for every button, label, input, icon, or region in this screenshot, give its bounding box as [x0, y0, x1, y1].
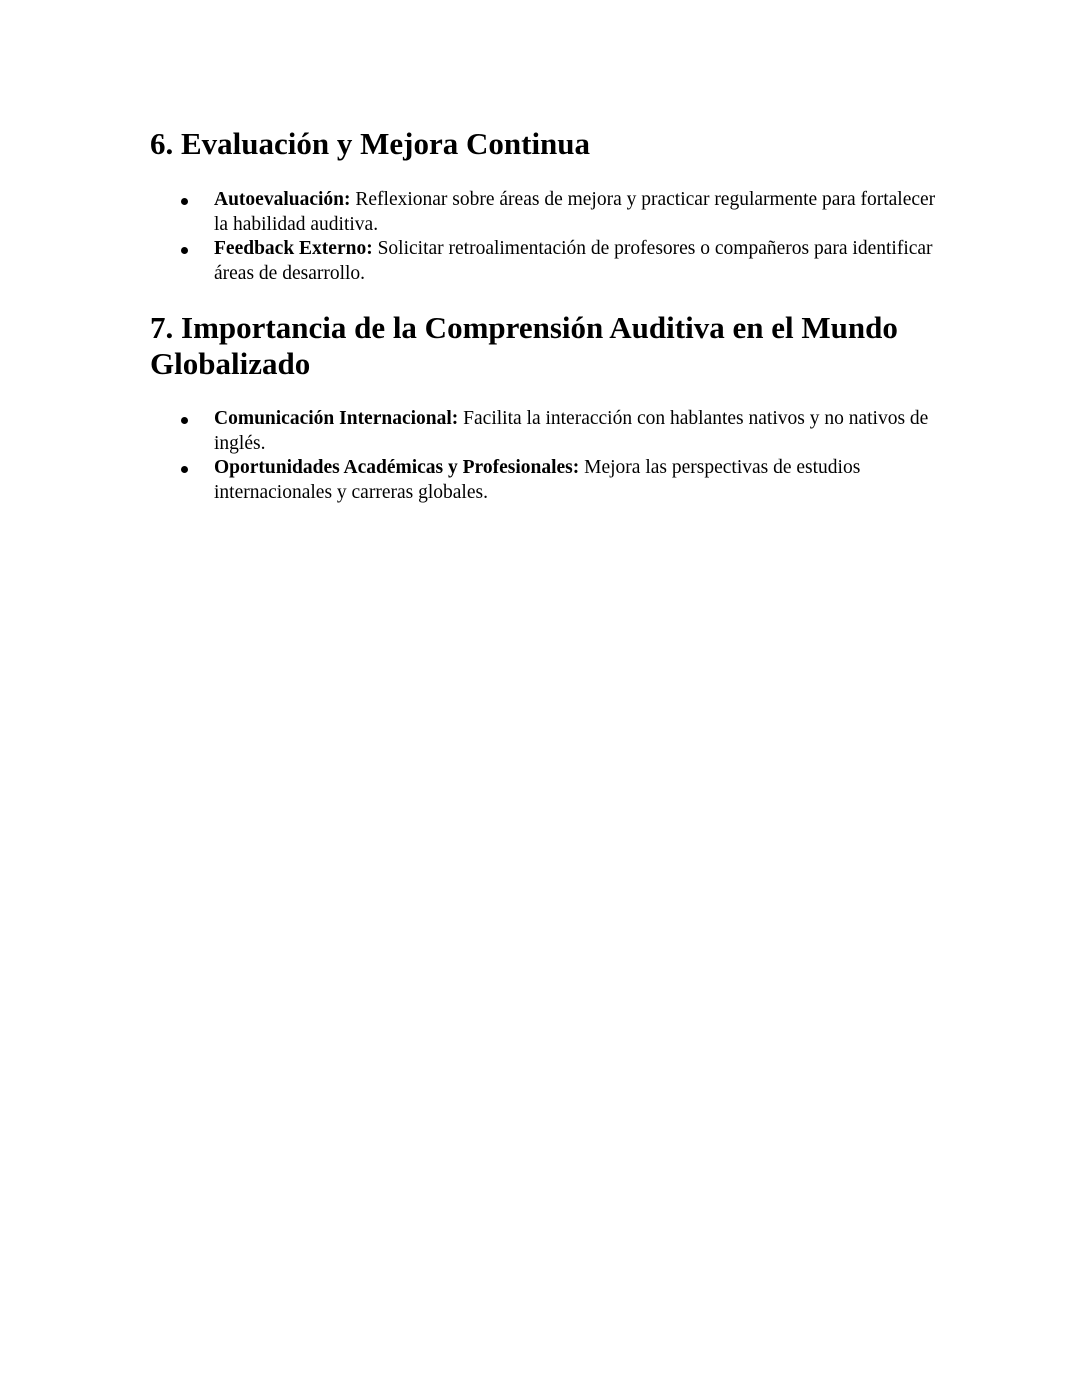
section-heading-evaluacion: 6. Evaluación y Mejora Continua — [150, 126, 591, 161]
bullet-icon — [181, 198, 188, 205]
item-term: Feedback Externo: — [214, 238, 373, 259]
list-item — [150, 188, 950, 237]
list-item — [150, 456, 950, 505]
item-text: Reflexionar sobre áreas de mejora y practicar regularmente para fortalecer la habilidad auditiva. — [214, 189, 936, 235]
item-text: Facilita la interacción con hablantes nativos y no nativos de inglés. — [214, 408, 929, 454]
item-text: Solicitar retroalimentación de profesores o compañeros para identificar áreas de desarrollo. — [214, 238, 933, 284]
bullet-icon — [181, 466, 188, 473]
bullet-list-importancia — [150, 407, 950, 505]
item-term: Autoevaluación: — [214, 189, 351, 210]
section-heading-importancia: 7. Importancia de la Comprensión Auditiva en el Mundo Globalizado — [150, 310, 898, 381]
bullet-icon — [181, 247, 188, 254]
item-term: Comunicación Internacional: — [214, 408, 459, 429]
item-text: Mejora las perspectivas de estudios internacionales y carreras globales. — [214, 457, 861, 503]
item-term: Oportunidades Académicas y Profesionales: — [214, 457, 580, 478]
bullet-icon — [181, 417, 188, 424]
list-item — [150, 237, 950, 286]
bullet-list-evaluacion — [150, 188, 950, 286]
list-item — [150, 407, 950, 456]
